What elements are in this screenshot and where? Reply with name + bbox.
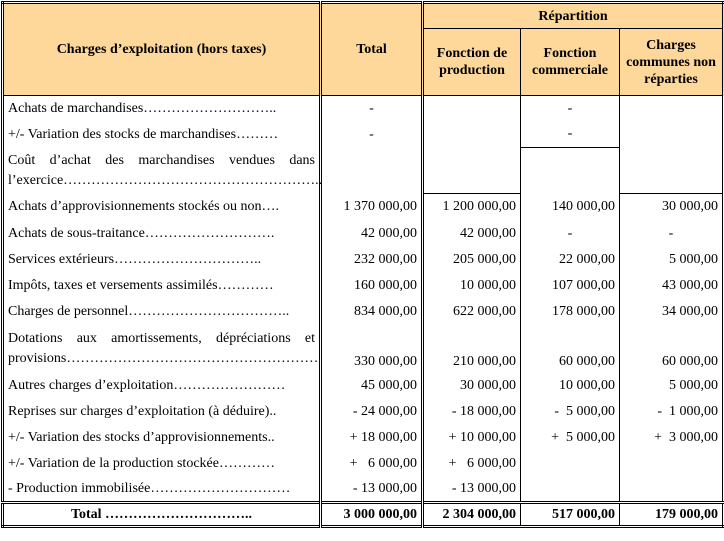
row-label: Achats de sous-traitance………………………. [3, 221, 321, 247]
cell-commerciale: 140 000,00 [521, 194, 620, 221]
cell-total: 160 000,00 [321, 273, 423, 299]
total-label: Total ………………………….. [3, 503, 321, 527]
row-label: +/- Variation des stocks de marchandises……… [3, 122, 321, 148]
total-commerciale: 517 000,00 [521, 503, 620, 527]
charges-table-container [1, 1, 722, 539]
cell-commerciale: - [521, 221, 620, 247]
row-label: Autres charges d’exploitation…………………… [3, 373, 321, 399]
cell-total: 834 000,00 [321, 299, 423, 325]
cell-commerciale: + 5 000,00 [521, 425, 620, 451]
row-label: +/- Variation de la production stockée………… [3, 451, 321, 477]
cell-total [321, 148, 423, 194]
total-communes: 179 000,00 [620, 503, 724, 527]
cell-total: + 18 000,00 [321, 425, 423, 451]
table-row [3, 451, 724, 477]
cell-total: 45 000,00 [321, 373, 423, 399]
cell-commerciale: - 5 000,00 [521, 399, 620, 425]
header-charges: Charges d’exploitation (hors taxes) [3, 3, 321, 96]
table-row [3, 221, 724, 247]
cell-production: 1 200 000,00 [423, 194, 521, 221]
row-label: Charges de personnel…………………………….. [3, 299, 321, 325]
cell-communes: 43 000,00 [662, 277, 719, 293]
cell-total: 42 000,00 [321, 221, 423, 247]
cell-production: 10 000,00 [423, 273, 521, 299]
cell-production: + 10 000,00 [423, 425, 521, 451]
table-row [3, 122, 724, 148]
cell-production: - 13 000,00 [423, 477, 521, 503]
table-row [3, 425, 724, 451]
row-label: - Production immobilisée………………………… [3, 477, 321, 503]
cell-communes-empty [620, 96, 724, 194]
cell-total: + 6 000,00 [321, 451, 423, 477]
row-label: Dotations aux amortissements, dépréciations et provisions……………………………………………… [3, 325, 321, 373]
cell-production: 30 000,00 [423, 373, 521, 399]
cell-production: - 18 000,00 [423, 399, 521, 425]
cell-total: - 24 000,00 [321, 399, 423, 425]
header-repartition: Répartition [423, 3, 724, 29]
table-row [3, 273, 724, 299]
cell-production: 622 000,00 [423, 299, 521, 325]
row-label: Coût d’achat des marchandises vendues dans l’exercice……………………………………………….. [3, 148, 321, 194]
header-fonction-commerciale: Fonction commerciale [521, 29, 620, 96]
table-row [3, 399, 724, 425]
cell-production-empty [423, 96, 521, 194]
table-row [3, 299, 724, 325]
table-row [3, 325, 724, 373]
row-label: Impôts, taxes et versements assimilés………… [3, 273, 321, 299]
cell-communes: 34 000,00 [662, 303, 719, 319]
row-label: Achats d’approvisionnements stockés ou non…. [3, 194, 321, 221]
cell-production: + 6 000,00 [423, 451, 521, 477]
table-row [3, 247, 724, 273]
cell-total: - [321, 96, 423, 122]
cell-communes-empty [620, 451, 724, 503]
cell-communes: + 3 000,00 [654, 429, 719, 445]
cell-total: 1 370 000,00 [321, 194, 423, 221]
row-label: Achats de marchandises……………………….. [3, 96, 321, 122]
header-charges-communes: Charges communes non réparties [620, 29, 724, 96]
cell-communes: 60 000,00 [662, 353, 719, 369]
cell-commerciale: 107 000,00 [521, 273, 620, 299]
cell-communes: - 1 000,00 [657, 403, 719, 419]
cell-commerciale-empty [521, 451, 620, 503]
table-row [3, 96, 724, 122]
cell-commerciale: 10 000,00 [521, 373, 620, 399]
cell-commerciale: 22 000,00 [521, 247, 620, 273]
row-label: +/- Variation des stocks d’approvisionnements.. [3, 425, 321, 451]
cell-total: - 13 000,00 [321, 477, 423, 503]
charges-table [1, 1, 724, 528]
header-total: Total [321, 3, 423, 96]
total-total: 3 000 000,00 [321, 503, 423, 527]
cell-communes: 30 000,00 [620, 194, 724, 221]
cell-communes: 5 000,00 [669, 377, 719, 393]
header-fonction-production: Fonction de production [423, 29, 521, 96]
cell-total: - [321, 122, 423, 148]
cell-total: 232 000,00 [321, 247, 423, 273]
cell-commerciale: - [521, 96, 620, 122]
table-row [3, 373, 724, 399]
cell-production: 205 000,00 [423, 247, 521, 273]
cell-commerciale: 60 000,00 [521, 325, 620, 373]
total-production: 2 304 000,00 [423, 503, 521, 527]
cell-production: 210 000,00 [423, 325, 521, 373]
table-row [3, 194, 724, 221]
cell-commerciale [521, 148, 620, 194]
row-label: Reprises sur charges d’exploitation (à déduire).. [3, 399, 321, 425]
cell-commerciale: 178 000,00 [521, 299, 620, 325]
table-row [3, 148, 724, 194]
row-label: Services extérieurs………………………….. [3, 247, 321, 273]
cell-commerciale: - [521, 122, 620, 148]
cell-communes: 5 000,00 [669, 251, 719, 267]
total-row [3, 503, 724, 527]
cell-production: 42 000,00 [423, 221, 521, 247]
cell-total: 330 000,00 [321, 325, 423, 373]
cell-communes: - [668, 225, 674, 241]
